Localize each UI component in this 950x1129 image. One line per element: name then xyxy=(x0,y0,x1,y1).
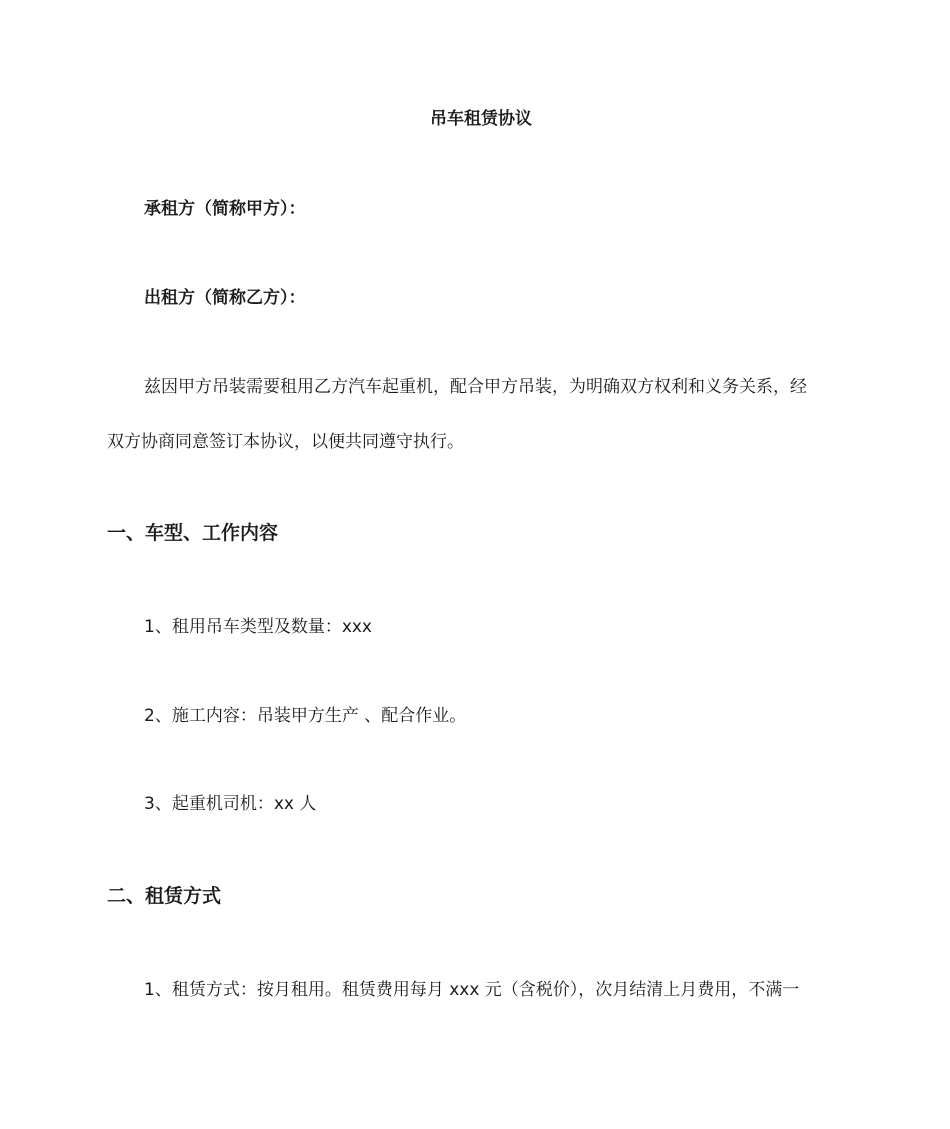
lessee-label: 承租方（简称甲方）： xyxy=(144,199,306,219)
document-title: 吊车租赁协议 xyxy=(430,109,532,129)
section-1-item-1: 1、租用吊车类型及数量：xxx xyxy=(144,617,372,637)
intro-paragraph-line-2: 双方协商同意签订本协议，以便共同遵守执行。 xyxy=(107,432,464,452)
lessor-label: 出租方（简称乙方）： xyxy=(144,288,306,308)
section-2-heading: 二、租赁方式 xyxy=(107,885,222,907)
section-2-item-1: 1、租赁方式：按月租用。租赁费用每月 xxx 元（含税价），次月结清上月费用，不满一 xyxy=(144,980,800,1000)
section-1-heading: 一、车型、工作内容 xyxy=(107,522,279,544)
section-1-item-3: 3、起重机司机：xx 人 xyxy=(144,794,317,814)
section-1-item-2: 2、施工内容：吊装甲方生产 、配合作业。 xyxy=(144,706,467,726)
intro-paragraph-line-1: 兹因甲方吊装需要租用乙方汽车起重机，配合甲方吊装，为明确双方权利和义务关系，经 xyxy=(144,377,807,397)
